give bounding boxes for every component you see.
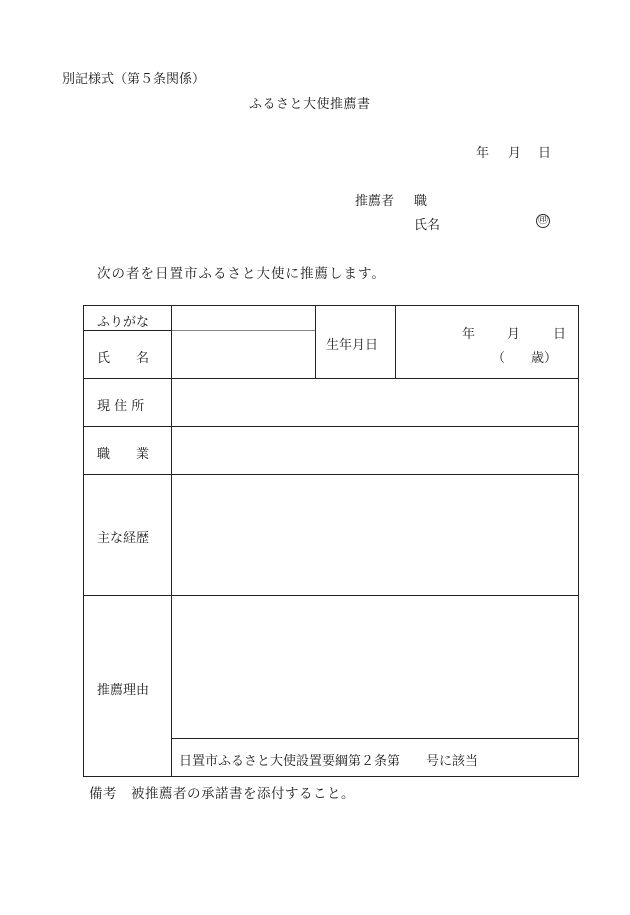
birth-day-label: 日 <box>553 327 567 342</box>
recommender-job-label: 職 <box>414 194 428 209</box>
age-label: （ 歳） <box>492 351 558 366</box>
document-title: ふるさと大使推薦書 <box>249 97 371 112</box>
reason-footer-text: 日置市ふるさと大使設置要綱第２条第 号に該当 <box>179 754 479 769</box>
furigana-field[interactable] <box>173 307 314 329</box>
recommender-label: 推薦者 <box>355 194 395 209</box>
recommendation-statement: 次の者を日置市ふるさと大使に推薦します。 <box>97 266 386 282</box>
occupation-label: 職 業 <box>97 447 150 462</box>
birthdate-field[interactable] <box>397 307 577 377</box>
nominee-name-field[interactable] <box>173 332 314 377</box>
recommender-name-label: 氏名 <box>414 218 441 233</box>
reason-label: 推薦理由 <box>97 683 150 698</box>
career-field[interactable] <box>173 476 577 594</box>
date-day-label: 日 <box>538 146 552 161</box>
recommendation-table <box>83 305 579 777</box>
form-label: 別記様式（第５条関係） <box>62 72 206 87</box>
occupation-field[interactable] <box>173 428 577 473</box>
address-label: 現 住 所 <box>97 399 145 414</box>
birth-month-label: 月 <box>507 327 521 342</box>
furigana-label: ふりがな <box>97 315 150 330</box>
date-year-label: 年 <box>476 146 490 161</box>
career-label: 主な経歴 <box>97 531 150 546</box>
birthdate-label: 生年月日 <box>326 338 379 353</box>
footnote: 備考 被推薦者の承諾書を添付すること。 <box>89 786 355 802</box>
date-month-label: 月 <box>508 146 522 161</box>
reason-field[interactable] <box>173 597 577 737</box>
nominee-name-label: 氏 名 <box>97 351 150 366</box>
address-field[interactable] <box>173 380 577 425</box>
birth-year-label: 年 <box>462 327 476 342</box>
seal-icon: ㊞ <box>538 215 548 226</box>
